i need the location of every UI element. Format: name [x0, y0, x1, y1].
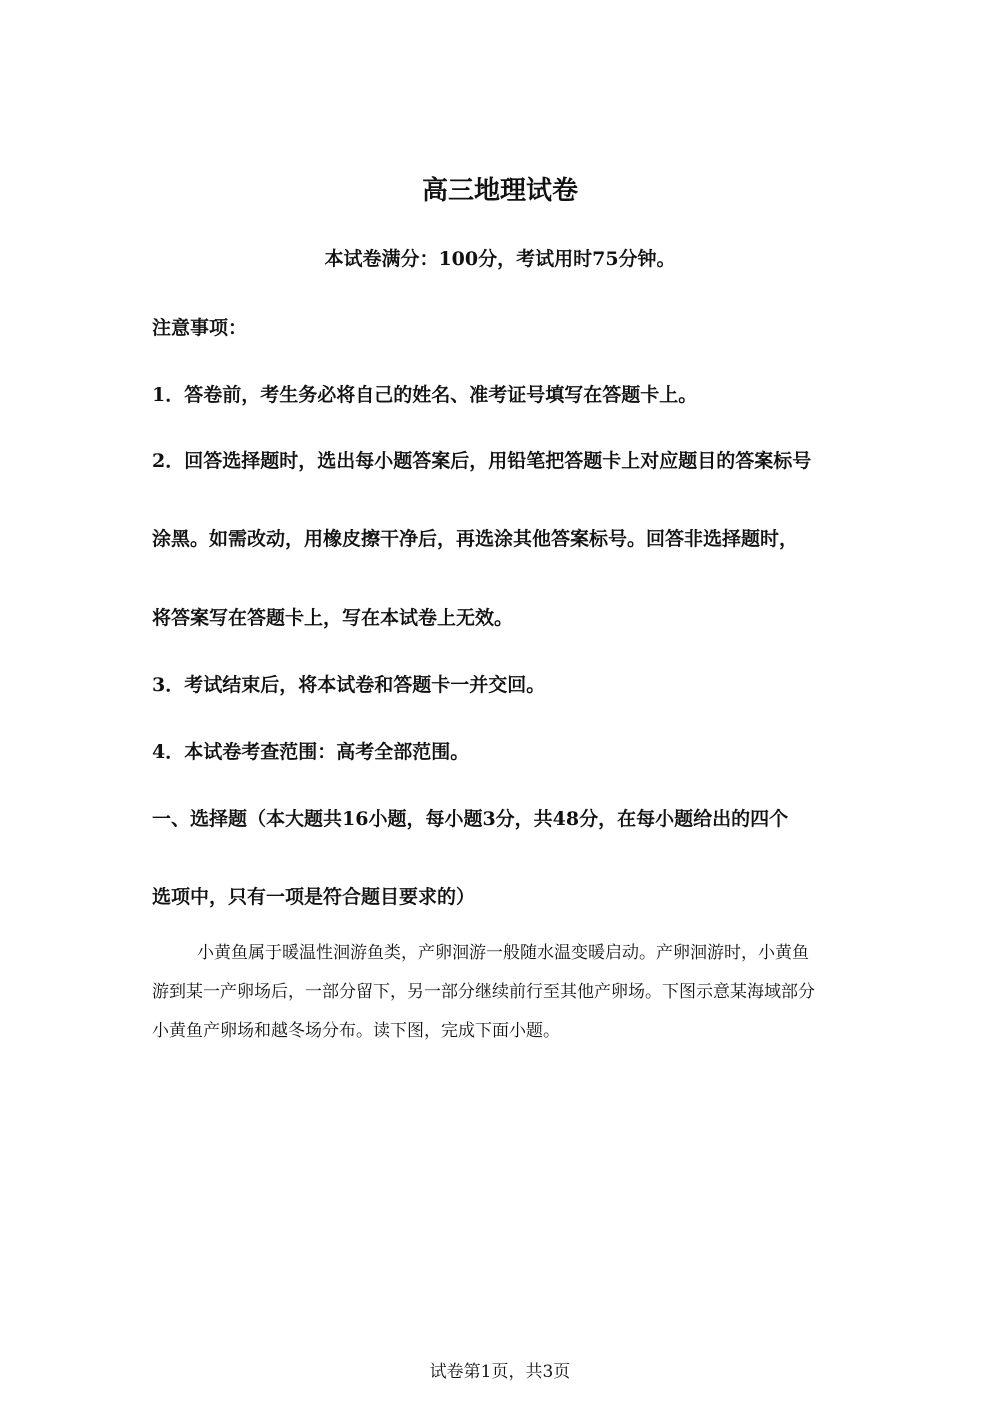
passage-line-2: 游到某一产卵场后，一部分留下，另一部分继续前行至其他产卵场。下图示意某海域部分 [152, 982, 815, 1002]
notice-item-4: 4．本试卷考查范围：高考全部范围。 [152, 741, 470, 763]
page-footer: 试卷第1页，共3页 [429, 1362, 571, 1382]
exam-info: 本试卷满分：100分，考试用时75分钟。 [324, 248, 676, 270]
passage-line-3: 小黄鱼产卵场和越冬场分布。读下图，完成下面小题。 [152, 1021, 560, 1041]
notice-item-3: 3．考试结束后，将本试卷和答题卡一并交回。 [152, 674, 546, 696]
notice-item-2-line-1: 2．回答选择题时，选出每小题答案后，用铅笔把答题卡上对应题目的答案标号 [152, 450, 812, 472]
section-heading-line-2: 选项中，只有一项是符合题目要求的） [152, 886, 476, 908]
notice-heading: 注意事项： [152, 317, 248, 339]
notice-item-2-line-3: 将答案写在答题卡上，写在本试卷上无效。 [152, 607, 514, 629]
notice-item-1: 1．答卷前，考生务必将自己的姓名、准考证号填写在答题卡上。 [152, 384, 698, 406]
section-heading-line-1: 一、选择题（本大题共16小题，每小题3分，共48分，在每小题给出的四个 [152, 808, 789, 830]
reading-passage [152, 934, 852, 1051]
passage-line-1: 小黄鱼属于暖温性洄游鱼类，产卵洄游一般随水温变暖启动。产卵洄游时，小黄鱼 [197, 943, 809, 963]
notice-item-2-line-2: 涂黑。如需改动，用橡皮擦干净后，再选涂其他答案标号。回答非选择题时， [152, 528, 799, 550]
page-title: 高三地理试卷 [421, 176, 578, 206]
